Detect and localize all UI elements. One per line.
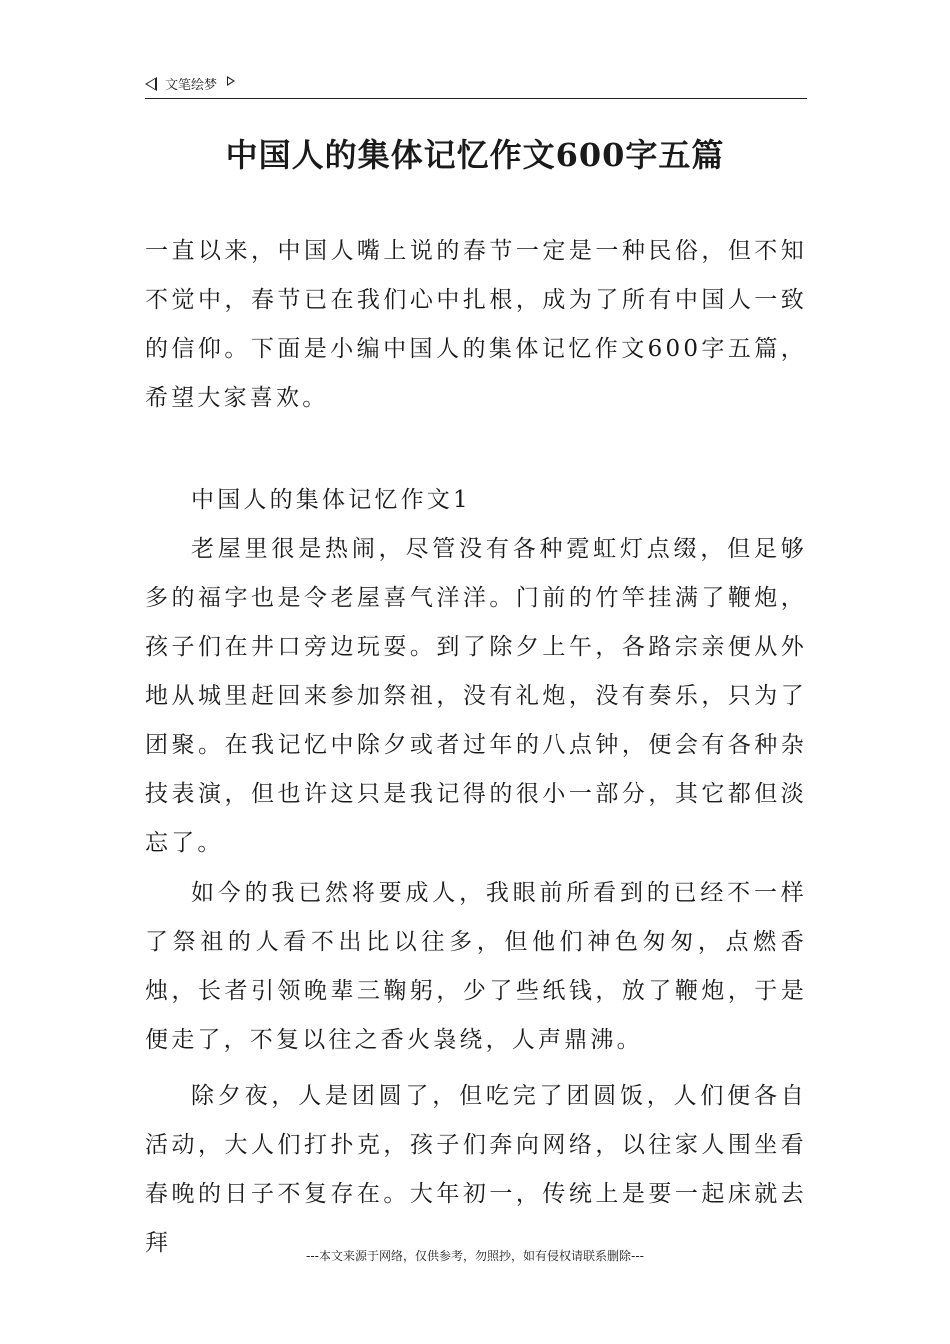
right-triangle-icon (227, 76, 235, 86)
footer-disclaimer: ---本文来源于网络，仅供参考，勿照抄，如有侵权请联系删除--- (306, 1249, 644, 1263)
page-header (145, 74, 807, 99)
brand-name: 文笔绘梦 (165, 78, 218, 93)
left-triangle-icon (145, 77, 157, 91)
body-paragraph: 如今的我已然将要成人，我眼前所看到的已经不一样了祭祖的人看不出比以往多，但他们神色匆匆，点燃香烛，长者引领晚辈三鞠躬，少了些纸钱，放了鞭炮，于是便走了，不复以往之香火袅绕，人声鼎沸。 (145, 880, 807, 1053)
body-paragraph: 老屋里很是热闹，尽管没有各种霓虹灯点缀，但足够多的福字也是令老屋喜气洋洋。门前的竹竿挂满了鞭炮，孩子们在井口旁边玩耍。到了除夕上午，各路宗亲便从外地从城里赶回来参加祭祖，没有礼炮，没有奏乐，只为了团聚。在我记忆中除夕或者过年的八点钟，便会有各种杂技表演，但也许这只是我记得的很小一部分，其它都但淡忘了。 (145, 536, 807, 856)
body-paragraph: 除夕夜，人是团圆了，但吃完了团圆饭，人们便各自活动，大人们打扑克，孩子们奔向网络，以往家人围坐看春晚的日子不复存在。大年初一，传统上是要一起床就去拜 (145, 1083, 807, 1256)
intro-paragraph: 一直以来，中国人嘴上说的春节一定是一种民俗，但不知不觉中，春节已在我们心中扎根，成为了所有中国人一致的信仰。下面是小编中国人的集体记忆作文600字五篇，希望大家喜欢。 (145, 238, 807, 411)
header-brand (145, 74, 235, 93)
section-heading: 中国人的集体记忆作文1 (191, 487, 471, 513)
document-title: 中国人的集体记忆作文600字五篇 (225, 136, 725, 174)
